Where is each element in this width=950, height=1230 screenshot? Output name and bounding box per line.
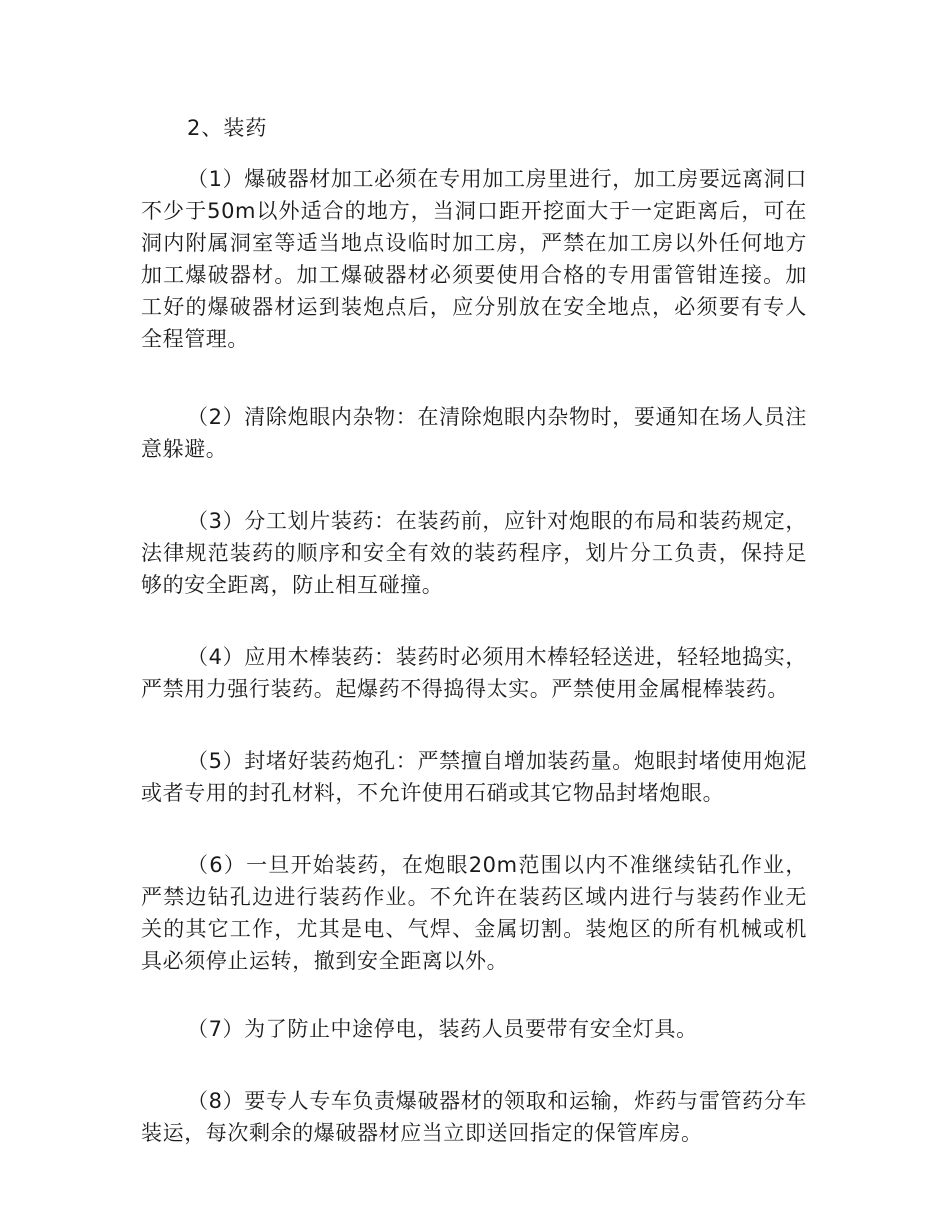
paragraph-2: （2）清除炮眼内杂物：在清除炮眼内杂物时，要通知在场人员注意躲避。 (141, 405, 807, 461)
paragraph-5: （5）封堵好装药炮孔：严禁擅自增加装药量。炮眼封堵使用炮泥或者专用的封孔材料，不允许使用石硝或其它物品封堵炮眼。 (141, 749, 807, 805)
paragraph-1: （1）爆破器材加工必须在专用加工房里进行，加工房要远离洞口不少于50m以外适合的地方，当洞口距开挖面大于一定距离后，可在洞内附属洞室等适当地点设临时加工房，严禁在加工房以外任何地方加工爆破器材。加工爆破器材必须要使用合格的专用雷管钳连接。加工好的爆破器材运到装炮点后，应分别放在安全地点，必须要有专人全程管理。 (141, 167, 807, 351)
paragraph-6: （6）一旦开始装药，在炮眼20m范围以内不准继续钻孔作业，严禁边钻孔边进行装药作业。不允许在装药区域内进行与装药作业无关的其它工作，尤其是电、气焊、金属切割。装炮区的所有机械或机具必须停止运转，撤到安全距离以外。 (141, 853, 807, 973)
paragraph-7: （7）为了防止中途停电，装药人员要带有安全灯具。 (187, 1017, 698, 1041)
paragraph-4: （4）应用木棒装药：装药时必须用木棒轻轻送进，轻轻地捣实，严禁用力强行装药。起爆药不得捣得太实。严禁使用金属棍棒装药。 (141, 645, 807, 701)
section-heading: 2、装药 (187, 116, 268, 140)
paragraph-8: （8）要专人专车负责爆破器材的领取和运输，炸药与雷管药分车装运，每次剩余的爆破器材应当立即送回指定的保管库房。 (141, 1089, 807, 1145)
paragraph-3: （3）分工划片装药：在装药前，应针对炮眼的布局和装药规定，法律规范装药的顺序和安全有效的装药程序，划片分工负责，保持足够的安全距离，防止相互碰撞。 (141, 509, 807, 597)
